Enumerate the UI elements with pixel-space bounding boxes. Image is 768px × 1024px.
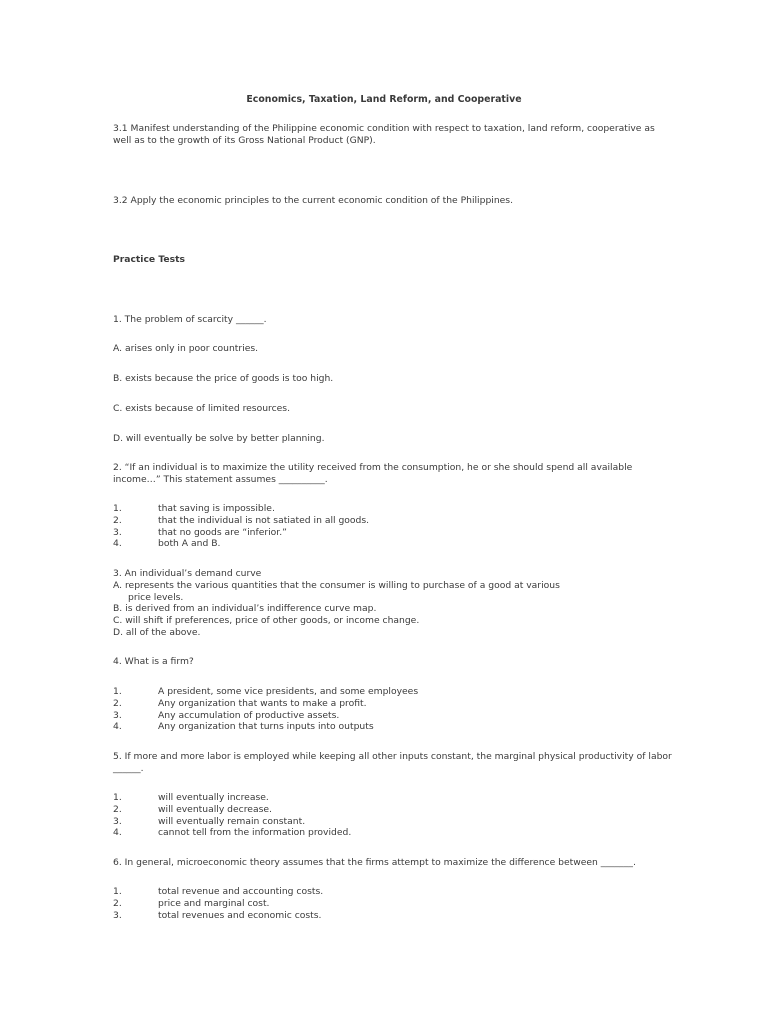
q5-options bbox=[113, 792, 658, 839]
q2-stem-line-1: 2. “If an individual is to maximize the utility received from the consumption, he or she should spend all available bbox=[113, 462, 633, 473]
q5-option bbox=[113, 804, 658, 816]
q4-option bbox=[113, 710, 658, 722]
option-text: price and marginal cost. bbox=[158, 897, 270, 909]
option-number: 4. bbox=[113, 538, 122, 550]
option-text: cannot tell from the information provided. bbox=[158, 827, 352, 839]
q4-options bbox=[113, 686, 658, 733]
q5-option bbox=[113, 827, 658, 839]
objective-3-1: 3.1 Manifest understanding of the Philippine economic condition with respect to taxation, land reform, cooperative as well as to the growth of its Gross National Product (GNP). bbox=[113, 123, 655, 146]
q4-option bbox=[113, 686, 658, 698]
q1-option-c: C. exists because of limited resources. bbox=[113, 403, 291, 414]
q1-stem: 1. The problem of scarcity ______. bbox=[113, 314, 267, 325]
q6-option bbox=[113, 910, 658, 922]
objective-3-2: 3.2 Apply the economic principles to the current economic condition of the Philippines. bbox=[113, 195, 514, 206]
option-number: 4. bbox=[113, 721, 122, 733]
document-title: Economics, Taxation, Land Reform, and Cooperative bbox=[246, 94, 522, 105]
q3-option-a-continued: price levels. bbox=[128, 591, 184, 603]
q1-option-a: A. arises only in poor countries. bbox=[113, 343, 259, 354]
option-number: 3. bbox=[113, 909, 122, 921]
q3-block bbox=[113, 568, 658, 639]
option-text: total revenue and accounting costs. bbox=[158, 886, 324, 897]
option-text: both A and B. bbox=[158, 538, 221, 550]
option-number: 2. bbox=[113, 897, 122, 909]
option-text: will eventually increase. bbox=[158, 792, 269, 803]
q3-option-c: C. will shift if preferences, price of other goods, or income change. bbox=[113, 615, 420, 627]
q3-option-b: B. is derived from an individual’s indifference curve map. bbox=[113, 603, 377, 615]
q5-stem bbox=[113, 751, 672, 775]
option-number: 3. bbox=[113, 709, 122, 721]
q2-options bbox=[113, 503, 658, 550]
q5-option bbox=[113, 816, 658, 828]
q6-stem: 6. In general, microeconomic theory assumes that the firms attempt to maximize the difference between _______. bbox=[113, 857, 636, 868]
q2-option bbox=[113, 538, 658, 550]
option-number: 2. bbox=[113, 697, 122, 709]
q2-stem-line-2: income…” This statement assumes __________. bbox=[113, 473, 328, 485]
option-number: 1. bbox=[113, 503, 122, 514]
option-number: 3. bbox=[113, 526, 122, 538]
option-text: that saving is impossible. bbox=[158, 503, 275, 514]
option-number: 2. bbox=[113, 514, 122, 526]
option-text: that the individual is not satiated in all goods. bbox=[158, 514, 370, 526]
q1-option-b: B. exists because the price of goods is too high. bbox=[113, 373, 334, 384]
q3-option-a: A. represents the various quantities that the consumer is willing to purchase of a good at various bbox=[113, 579, 560, 591]
q2-option bbox=[113, 515, 658, 527]
q6-option bbox=[113, 898, 658, 910]
q4-option bbox=[113, 721, 658, 733]
q6-option bbox=[113, 886, 658, 898]
q5-stem-line-2: ______. bbox=[113, 762, 144, 774]
option-number: 4. bbox=[113, 827, 122, 839]
q5-option bbox=[113, 792, 658, 804]
option-text: will eventually decrease. bbox=[158, 803, 272, 815]
option-number: 1. bbox=[113, 792, 122, 803]
option-text: Any organization that wants to make a profit. bbox=[158, 697, 367, 709]
option-text: Any organization that turns inputs into outputs bbox=[158, 721, 374, 733]
option-number: 2. bbox=[113, 803, 122, 815]
option-number: 3. bbox=[113, 815, 122, 827]
q3-option-d: D. all of the above. bbox=[113, 626, 201, 638]
q2-option bbox=[113, 527, 658, 539]
q6-options bbox=[113, 886, 658, 921]
q2-stem bbox=[113, 462, 658, 486]
q3-stem: 3. An individual’s demand curve bbox=[113, 568, 262, 579]
practice-tests-heading: Practice Tests bbox=[113, 254, 185, 265]
option-text: Any accumulation of productive assets. bbox=[158, 709, 340, 721]
q1-option-d: D. will eventually be solve by better planning. bbox=[113, 433, 325, 444]
option-number: 1. bbox=[113, 686, 122, 697]
q5-stem-line-1: 5. If more and more labor is employed while keeping all other inputs constant, the marginal physical productivity of labor bbox=[113, 751, 672, 762]
option-text: will eventually remain constant. bbox=[158, 815, 306, 827]
option-text: A president, some vice presidents, and some employees bbox=[158, 686, 419, 697]
option-text: total revenues and economic costs. bbox=[158, 909, 322, 921]
q4-stem: 4. What is a firm? bbox=[113, 656, 194, 667]
option-number: 1. bbox=[113, 886, 122, 897]
option-text: that no goods are “inferior.” bbox=[158, 526, 287, 538]
q2-option bbox=[113, 503, 658, 515]
q4-option bbox=[113, 698, 658, 710]
